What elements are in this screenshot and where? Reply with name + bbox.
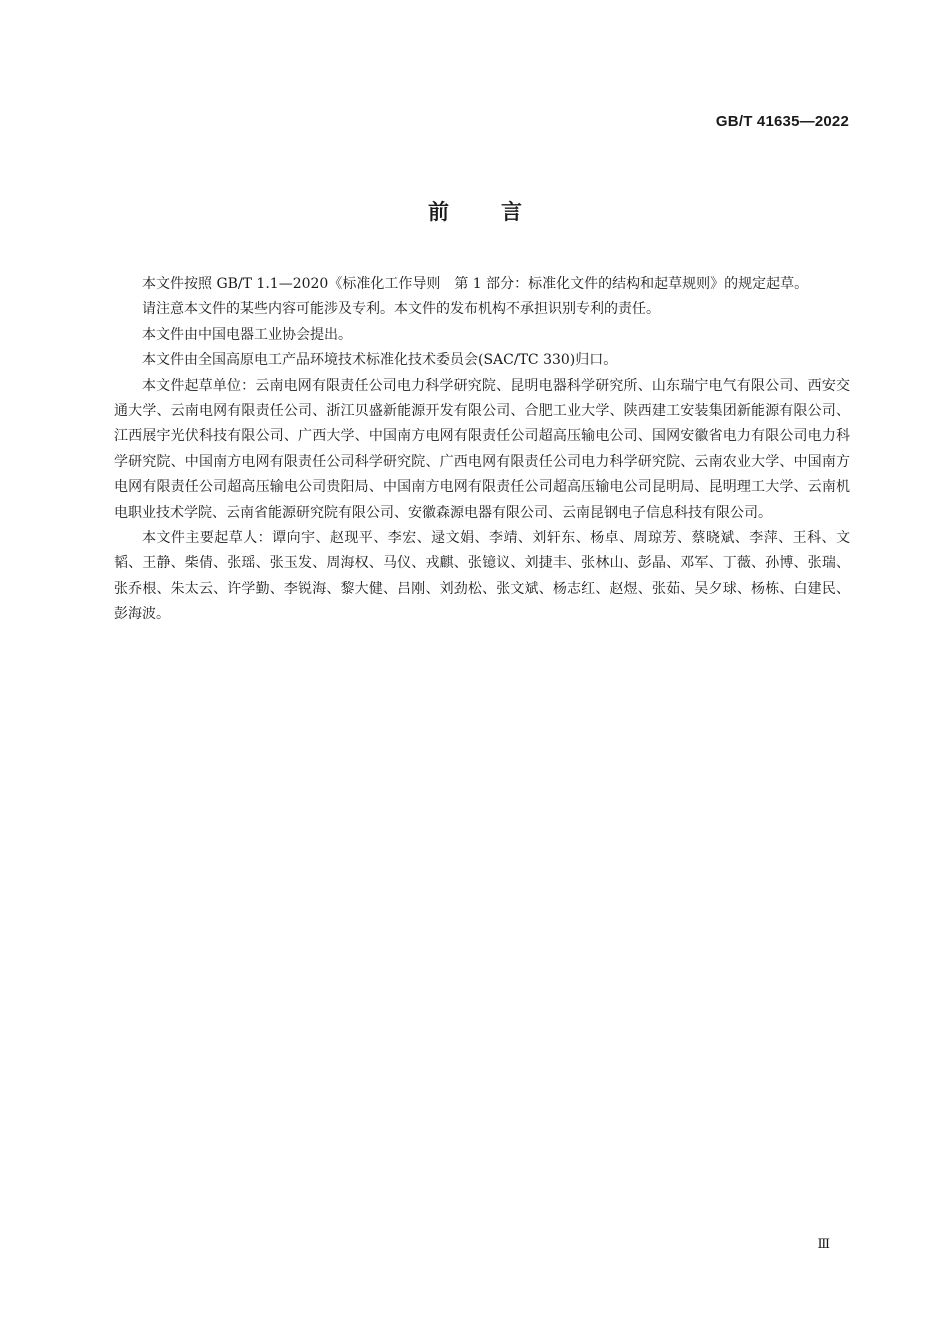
paragraph-proposer: 本文件由中国电器工业协会提出。 <box>142 326 352 343</box>
page-number: Ⅲ <box>817 1236 830 1251</box>
paragraph-drafting-organizations: 本文件起草单位：云南电网有限责任公司电力科学研究院、昆明电器科学研究所、山东瑞宁电气有限公司、西安交通大学、云南电网有限责任公司、浙江贝盛新能源开发有限公司、合肥工业大学、陕西建工安装集团新能源有限公司、江西展宇光伏科技有限公司、广西大学、中国南方电网有限责任公司超高压输电公司、国网安徽省电力有限公司电力科学研究院、中国南方电网有限责任公司科学研究院、广西电网有限责任公司电力科学研究院、云南农业大学、中国南方电网有限责任公司超高压输电公司贵阳局、中国南方电网有限责任公司超高压输电公司昆明局、昆明理工大学、云南机电职业技术学院、云南省能源研究院有限公司、安徽森源电器有限公司、云南昆钢电子信息科技有限公司。 <box>114 377 850 521</box>
document-code: GB/T 41635—2022 <box>715 113 849 130</box>
page-title: 前言 <box>428 200 574 224</box>
paragraph-drafting-rules: 本文件按照 GB/T 1.1—2020《标准化工作导则 第 1 部分：标准化文件的结构和起草规则》的规定起草。 <box>142 276 809 292</box>
paragraph-committee: 本文件由全国高原电工产品环境技术标准化技术委员会(SAC/TC 330)归口。 <box>142 352 618 369</box>
paragraph-patent-notice: 请注意本文件的某些内容可能涉及专利。本文件的发布机构不承担识别专利的责任。 <box>142 301 660 318</box>
foreword-body <box>114 272 850 628</box>
paragraph-drafters: 本文件主要起草人：谭向宇、赵现平、李宏、逯文娟、李靖、刘轩东、杨卓、周琼芳、蔡晓斌、李萍、王科、文韬、王静、柴倩、张瑶、张玉发、周海权、马仪、戎麒、张镱议、刘捷丰、张林山、彭晶、邓军、丁薇、孙博、张瑞、张乔根、朱太云、许学勤、李锐海、黎大健、吕刚、刘劲松、张文斌、杨志红、赵煜、张茹、吴夕球、杨栋、白建民、彭海波。 <box>114 530 850 623</box>
